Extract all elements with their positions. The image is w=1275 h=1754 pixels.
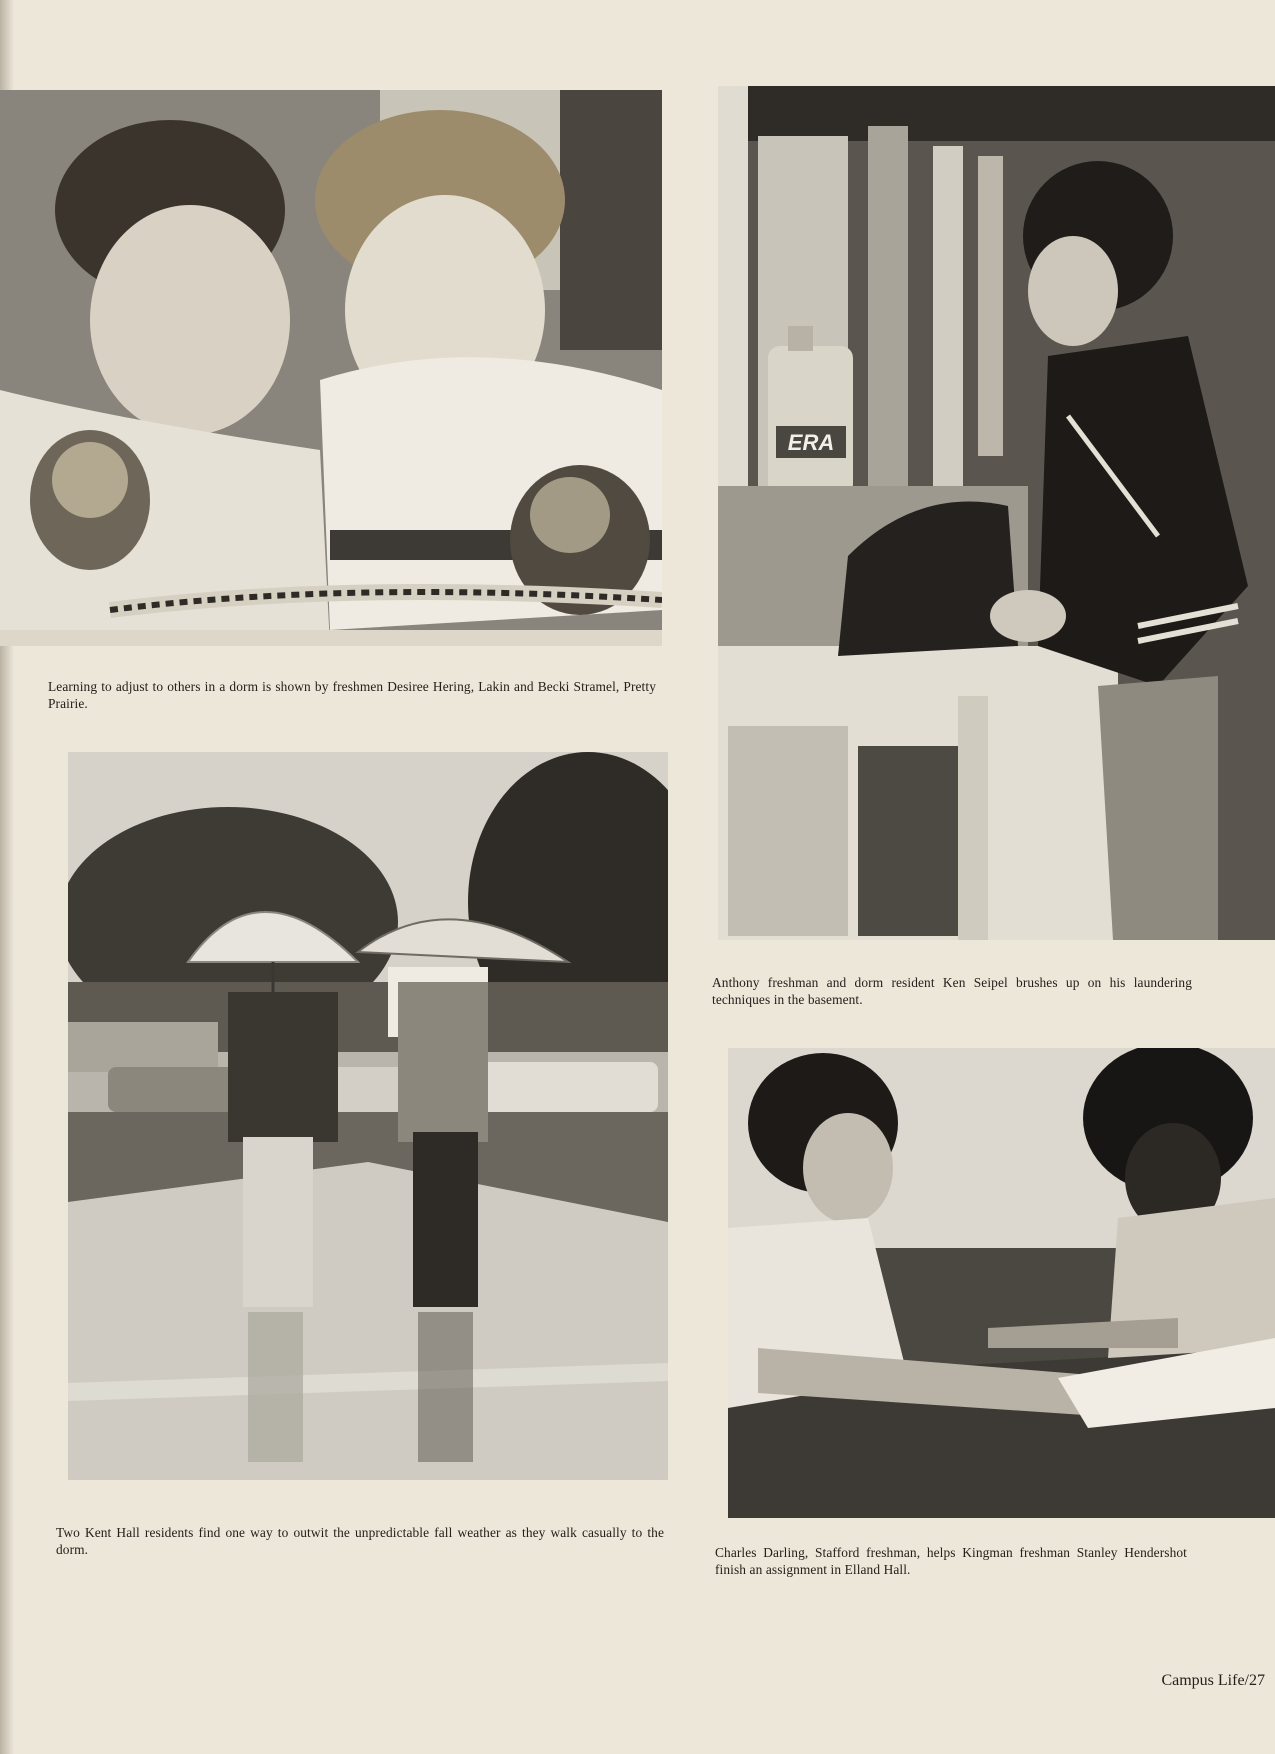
detergent-label: ERA xyxy=(787,430,835,455)
caption-dorm-friends: Learning to adjust to others in a dorm is shown by freshmen Desiree Hering, Lakin and Becki Stramel, Pretty Prairie. xyxy=(48,679,656,711)
caption-study: Charles Darling, Stafford freshman, helps Kingman freshman Stanley Hendershot finish an assignment in Elland Hall. xyxy=(715,1545,1187,1577)
photo-study xyxy=(728,1048,1275,1518)
photo-rain-walk xyxy=(68,752,668,1480)
photo-dorm-friends xyxy=(0,90,662,646)
caption-laundry: Anthony freshman and dorm resident Ken Seipel brushes up on his laundering techniques in the basement. xyxy=(712,975,1192,1007)
photo-laundry xyxy=(718,86,1275,940)
caption-rain-walk: Two Kent Hall residents find one way to outwit the unpredictable fall weather as they walk casually to the dorm. xyxy=(56,1525,664,1557)
page-folio: Campus Life/27 xyxy=(1161,1672,1265,1689)
